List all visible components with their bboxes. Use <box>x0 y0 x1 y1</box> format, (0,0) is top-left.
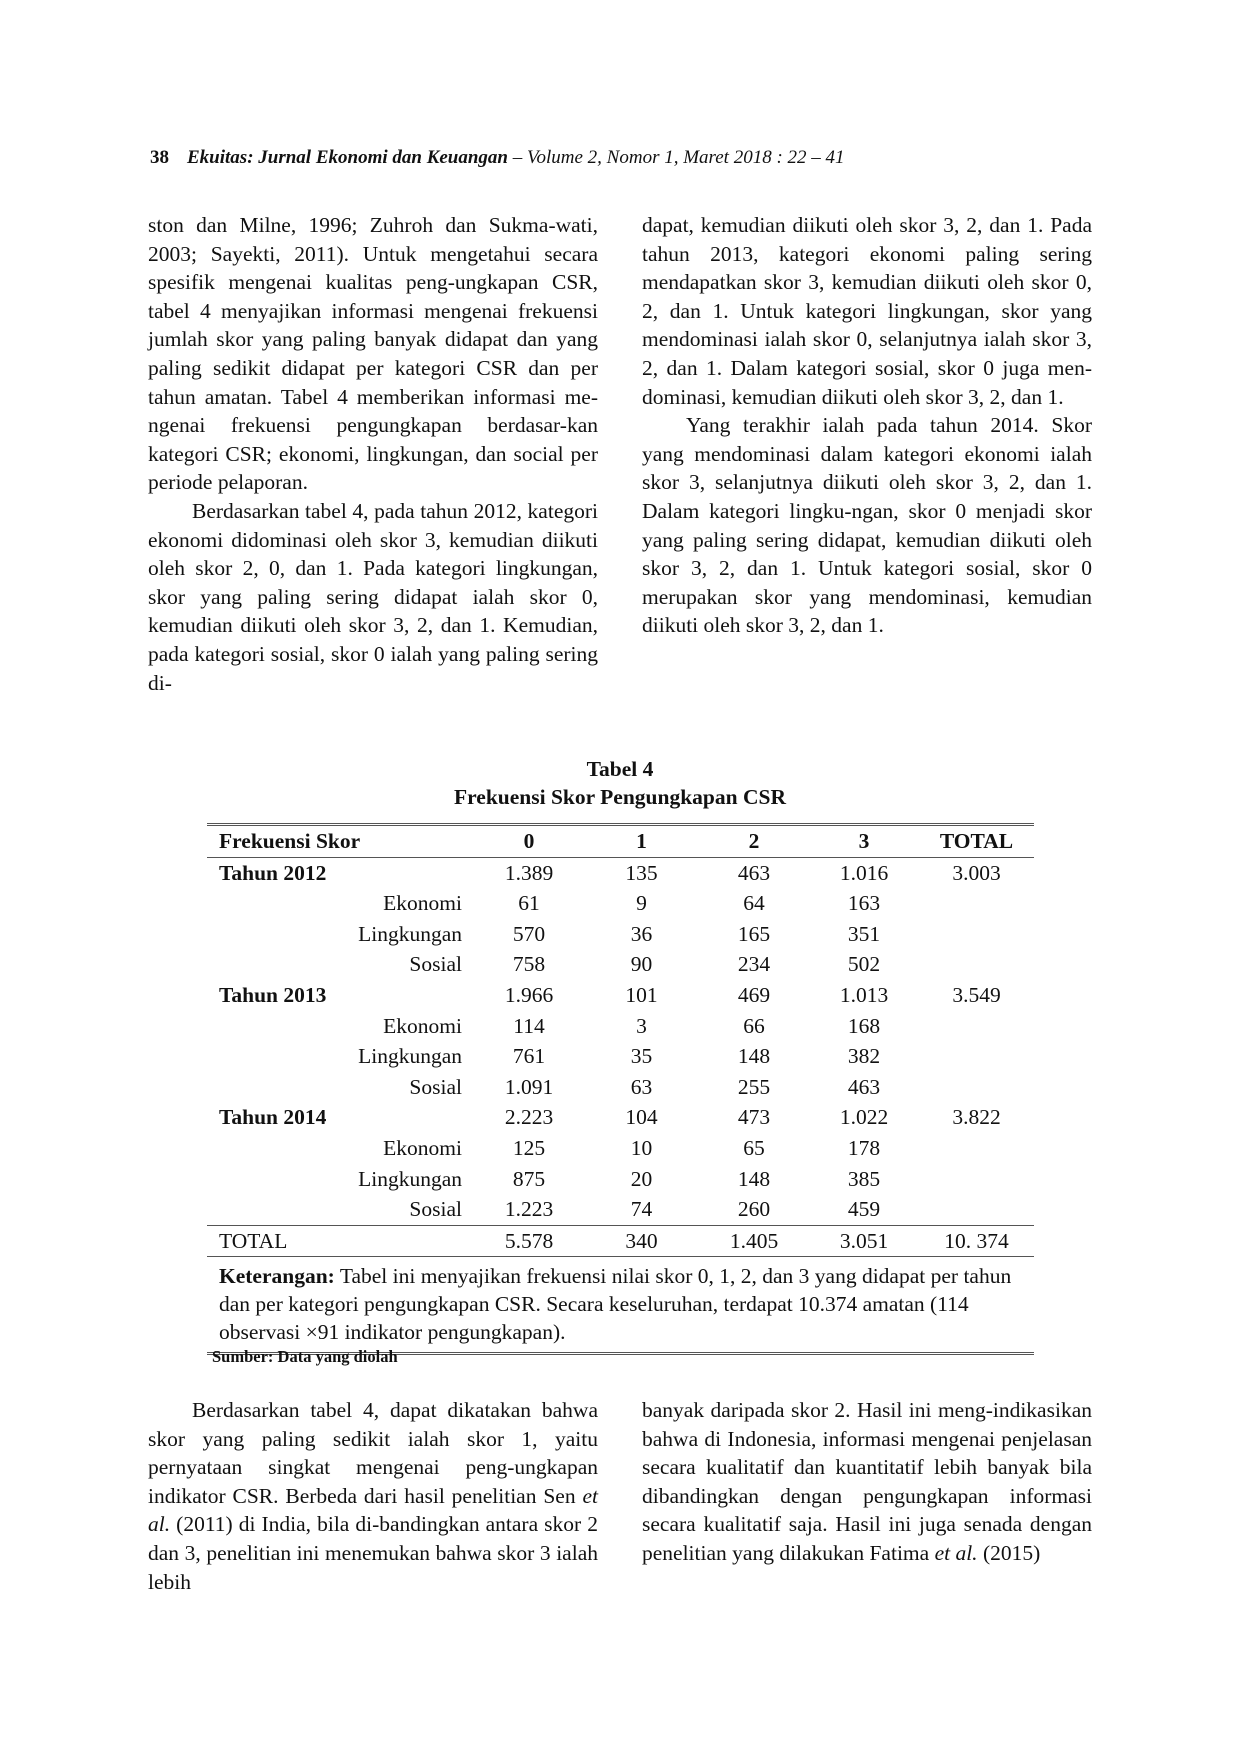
table-cell: 114 <box>513 1013 545 1038</box>
table-cell: 502 <box>847 952 881 977</box>
table-cell: 101 <box>625 982 658 1007</box>
category-label: Ekonomi <box>383 1013 462 1038</box>
category-label: Ekonomi <box>383 1135 462 1160</box>
table-row <box>207 1041 1034 1072</box>
year-label: Tahun 2013 <box>219 982 327 1007</box>
category-label: Sosial <box>409 1197 462 1222</box>
table-cell: 255 <box>737 1074 771 1099</box>
table-cell: 382 <box>847 1044 881 1069</box>
table-cell: 5.578 <box>474 1225 584 1257</box>
column-header: 2 <box>699 825 809 858</box>
table-cell: 1.022 <box>839 1105 889 1130</box>
table-cell: 463 <box>847 1074 881 1099</box>
table-cell: 64 <box>743 891 765 916</box>
table-cell: 104 <box>625 1105 658 1130</box>
table-cell: 36 <box>630 921 653 946</box>
paragraph-text: (2015) <box>977 1540 1041 1565</box>
issue-info: – Volume 2, Nomor 1, Maret 2018 : 22 – 41 <box>508 147 845 168</box>
table-row <box>207 1072 1034 1103</box>
table-cell: 148 <box>737 1166 771 1191</box>
table-cell: 351 <box>847 921 881 946</box>
table-cell: 3 <box>636 1013 647 1038</box>
table-source: Sumber: Data yang diolah <box>212 1347 398 1366</box>
right-column-bottom <box>642 1396 1092 1568</box>
paragraph-text: banyak daripada skor 2. Hasil ini meng-indikasikan bahwa di Indonesia, informasi mengenai penjelasan secara kualitatif dan kuantitatif lebih banyak bila dibandingkan dengan pengungkapan informasi secara kualitatif saja. Hasil ini juga senada dengan penelitian yang dilakukan Fatima <box>642 1398 1092 1565</box>
note-text: Tabel ini menyajikan frekuensi nilai skor 0, 1, 2, dan 3 yang didapat per tahun dan per kategori pengungkapan CSR. Secara keseluruhan, terdapat 10.374 amatan (114 observasi ×91 indikator pengungkapan). <box>219 1264 1012 1345</box>
paragraph <box>642 1396 1092 1568</box>
table-cell: 178 <box>847 1135 881 1160</box>
column-header: 0 <box>474 825 584 858</box>
table-cell: 125 <box>512 1135 546 1160</box>
table-cell: 35 <box>630 1044 653 1069</box>
left-column-bottom <box>148 1396 598 1596</box>
table-cell: 3.549 <box>952 982 1001 1007</box>
table-cell <box>919 919 1034 950</box>
left-column-top <box>148 211 598 697</box>
table-header-row <box>207 825 1034 858</box>
column-header: 1 <box>584 825 699 858</box>
paragraph: Berdasarkan tabel 4, pada tahun 2012, kategori ekonomi didominasi oleh skor 3, kemudian diikuti oleh skor 2, 0, dan 1. Pada kategori lingkungan, skor yang paling sering didapat ialah skor 0, kemudian diikuti oleh skor 3, 2, dan 1. Kemudian, pada kategori sosial, skor 0 ialah yang paling sering di- <box>148 498 598 695</box>
table-cell: 469 <box>737 982 771 1007</box>
paragraph: ston dan Milne, 1996; Zuhroh dan Sukma-wati, 2003; Sayekti, 2011). Untuk mengetahui secara spesifik mengenai kualitas peng-ungkapan CSR, tabel 4 menyajikan informasi mengenai frekuensi jumlah skor yang paling banyak didapat dan yang paling sedikit didapat per kategori CSR dan per tahun amatan. Tabel 4 memberikan informasi me-ngenai frekuensi pengungkapan berdasar-kan kategori CSR; ekonomi, lingkungan, dan social per periode pelaporan. <box>148 213 598 495</box>
table-cell: 2.223 <box>504 1105 554 1130</box>
category-label: Sosial <box>409 1074 462 1099</box>
table-cell: 570 <box>512 921 546 946</box>
table-cell: 385 <box>847 1166 881 1191</box>
table-cell: 1.223 <box>504 1197 554 1222</box>
column-header: 3 <box>809 825 919 858</box>
table-cell <box>919 1041 1034 1072</box>
table-row <box>207 949 1034 980</box>
table-label: Tabel 4 <box>586 757 654 781</box>
table-cell: 61 <box>518 891 540 916</box>
total-label: TOTAL <box>207 1225 474 1257</box>
table-cell: 63 <box>630 1074 653 1099</box>
table-cell <box>919 1011 1034 1042</box>
table-cell: 758 <box>512 952 546 977</box>
table-cell <box>919 1072 1034 1103</box>
paragraph-text: Berdasarkan tabel 4, dapat dikatakan bahwa skor yang paling sedikit ialah skor 1, yaitu pernyataan singkat mengenai peng-ungkapan indikator CSR. Berbeda dari hasil penelitian Sen <box>148 1398 598 1508</box>
column-header: Frekuensi Skor <box>207 825 474 858</box>
table-cell: 3.822 <box>952 1105 1001 1130</box>
table-cell: 3.051 <box>809 1225 919 1257</box>
table-cell: 875 <box>512 1166 546 1191</box>
year-row <box>207 857 1034 888</box>
table-cell: 10 <box>630 1135 653 1160</box>
table-cell: 473 <box>737 1105 771 1130</box>
year-label: Tahun 2014 <box>219 1105 327 1130</box>
table-cell <box>919 1164 1034 1195</box>
table-cell: 1.389 <box>504 860 554 885</box>
year-label: Tahun 2012 <box>219 860 327 885</box>
table-cell: 1.405 <box>699 1225 809 1257</box>
table-cell: 10. 374 <box>919 1225 1034 1257</box>
table-cell <box>919 888 1034 919</box>
note-label: Keterangan: <box>219 1264 335 1289</box>
table-row <box>207 1011 1034 1042</box>
table-cell: 1.016 <box>839 860 889 885</box>
paragraph: dapat, kemudian diikuti oleh skor 3, 2, dan 1. Pada tahun 2013, kategori ekonomi paling sering mendapatkan skor 3, kemudian diikuti oleh skor 0, 2, dan 1. Untuk kategori lingkungan, skor yang mendominasi ialah skor 0, selanjutnya ialah skor 3, 2, dan 1. Dalam kategori sosial, skor 0 juga men-dominasi, kemudian diikuti oleh skor 3, 2, dan 1. <box>642 213 1092 409</box>
table-cell: 234 <box>737 952 771 977</box>
category-label: Sosial <box>409 952 462 977</box>
table-cell: 135 <box>625 860 658 885</box>
table-cell: 260 <box>737 1197 771 1222</box>
table-cell: 165 <box>737 921 771 946</box>
journal-name: Ekuitas: Jurnal Ekonomi dan Keuangan <box>187 147 508 168</box>
table-cell: 340 <box>584 1225 699 1257</box>
running-header <box>150 147 1110 169</box>
year-row <box>207 1102 1034 1133</box>
page-number: 38 <box>150 147 169 168</box>
table-title: Frekuensi Skor Pengungkapan CSR <box>454 785 786 809</box>
table-row <box>207 1194 1034 1225</box>
table-cell <box>919 1194 1034 1225</box>
year-row <box>207 980 1034 1011</box>
category-label: Ekonomi <box>383 891 462 916</box>
table-cell: 168 <box>847 1013 881 1038</box>
table-cell: 459 <box>847 1197 881 1222</box>
table-cell: 761 <box>512 1044 546 1069</box>
table-row <box>207 1133 1034 1164</box>
table-cell: 463 <box>737 860 771 885</box>
table-cell: 66 <box>743 1013 765 1038</box>
citation-etal: et al. <box>148 1483 598 1537</box>
table-cell: 163 <box>847 891 881 916</box>
table-cell: 9 <box>636 891 647 916</box>
paragraph: Yang terakhir ialah pada tahun 2014. Skor yang mendominasi dalam kategori ekonomi ialah skor 3, selanjutnya diikuti oleh skor 3, 2, dan 1. Dalam kategori lingku-ngan, skor 0 menjadi skor yang paling sering didapat, kemudian diikuti oleh skor 3, 2, dan 1. Untuk kategori sosial, skor 0 merupakan skor yang mendominasi, kemudian diikuti oleh skor 3, 2, dan 1. <box>642 413 1092 638</box>
category-label: Lingkungan <box>358 1044 462 1069</box>
citation-etal: et al. <box>934 1540 978 1565</box>
table-cell <box>919 949 1034 980</box>
table-note-row <box>207 1257 1034 1354</box>
table-row <box>207 1164 1034 1195</box>
table-cell: 65 <box>743 1135 765 1160</box>
right-column-top <box>642 211 1092 640</box>
table-cell: 74 <box>630 1197 653 1222</box>
table-cell: 20 <box>630 1166 653 1191</box>
table-cell: 1.966 <box>504 982 554 1007</box>
table-cell: 1.091 <box>504 1074 554 1099</box>
table-cell: 3.003 <box>952 860 1001 885</box>
total-row <box>207 1225 1034 1257</box>
table-row <box>207 888 1034 919</box>
table-note <box>207 1257 1034 1354</box>
column-header: TOTAL <box>919 825 1034 858</box>
paragraph-text: (2011) di India, bila di-bandingkan antara skor 2 dan 3, penelitian ini menemukan bahwa skor 3 ialah lebih <box>148 1512 598 1594</box>
table-cell <box>919 1133 1034 1164</box>
category-label: Lingkungan <box>358 921 462 946</box>
paragraph <box>148 1396 598 1596</box>
table-cell: 1.013 <box>839 982 889 1007</box>
category-label: Lingkungan <box>358 1166 462 1191</box>
table-row <box>207 919 1034 950</box>
csr-frequency-table <box>207 823 1034 1355</box>
table-cell: 148 <box>737 1044 771 1069</box>
table-cell: 90 <box>630 952 653 977</box>
